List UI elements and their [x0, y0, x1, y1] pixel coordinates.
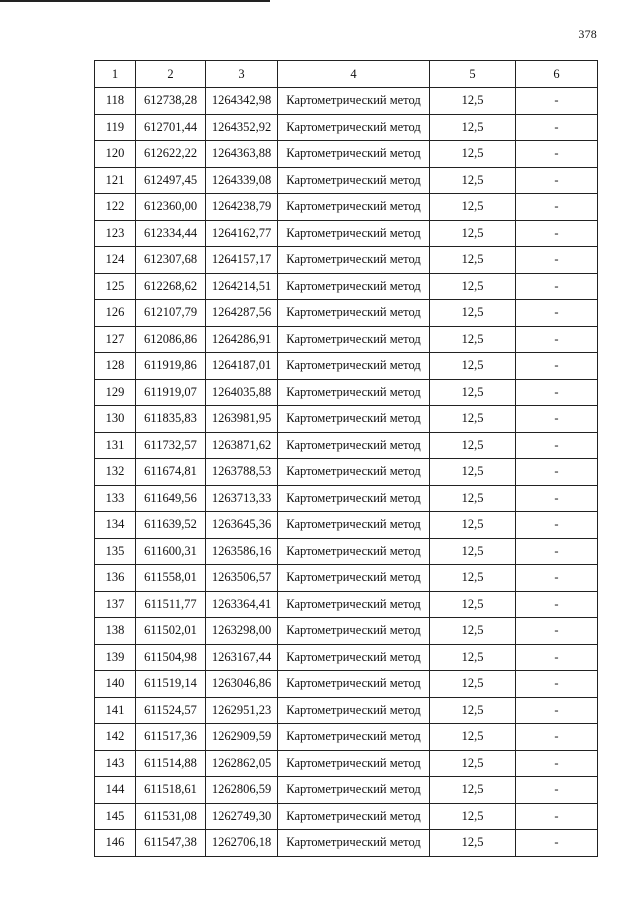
point-number-cell: 134 [95, 512, 136, 539]
table-row [95, 750, 598, 777]
point-number-cell: 142 [95, 724, 136, 751]
note-cell: - [516, 591, 598, 618]
method-cell: Картометрический метод [278, 830, 430, 857]
x-coordinate-cell: 611919,07 [136, 379, 206, 406]
table-row [95, 406, 598, 433]
x-coordinate-cell: 611674,81 [136, 459, 206, 486]
x-coordinate-cell: 612268,62 [136, 273, 206, 300]
note-cell: - [516, 618, 598, 645]
y-coordinate-cell: 1264339,08 [206, 167, 278, 194]
y-coordinate-cell: 1263645,36 [206, 512, 278, 539]
x-coordinate-cell: 612334,44 [136, 220, 206, 247]
method-cell: Картометрический метод [278, 167, 430, 194]
x-coordinate-cell: 611919,86 [136, 353, 206, 380]
accuracy-cell: 12,5 [430, 697, 516, 724]
point-number-cell: 136 [95, 565, 136, 592]
point-number-cell: 128 [95, 353, 136, 380]
note-cell: - [516, 512, 598, 539]
table-row [95, 697, 598, 724]
y-coordinate-cell: 1264157,17 [206, 247, 278, 274]
accuracy-cell: 12,5 [430, 671, 516, 698]
accuracy-cell: 12,5 [430, 167, 516, 194]
x-coordinate-cell: 612086,86 [136, 326, 206, 353]
accuracy-cell: 12,5 [430, 485, 516, 512]
y-coordinate-cell: 1264162,77 [206, 220, 278, 247]
accuracy-cell: 12,5 [430, 591, 516, 618]
y-coordinate-cell: 1263506,57 [206, 565, 278, 592]
x-coordinate-cell: 611504,98 [136, 644, 206, 671]
table-row [95, 300, 598, 327]
accuracy-cell: 12,5 [430, 220, 516, 247]
point-number-cell: 130 [95, 406, 136, 433]
note-cell: - [516, 803, 598, 830]
note-cell: - [516, 432, 598, 459]
x-coordinate-cell: 611531,08 [136, 803, 206, 830]
accuracy-cell: 12,5 [430, 618, 516, 645]
note-cell: - [516, 167, 598, 194]
accuracy-cell: 12,5 [430, 194, 516, 221]
table-header-row [95, 61, 598, 88]
note-cell: - [516, 644, 598, 671]
note-cell: - [516, 273, 598, 300]
note-cell: - [516, 724, 598, 751]
accuracy-cell: 12,5 [430, 803, 516, 830]
point-number-cell: 121 [95, 167, 136, 194]
y-coordinate-cell: 1263046,86 [206, 671, 278, 698]
table-row [95, 141, 598, 168]
x-coordinate-cell: 611514,88 [136, 750, 206, 777]
table-row [95, 273, 598, 300]
x-coordinate-cell: 611517,36 [136, 724, 206, 751]
point-number-cell: 139 [95, 644, 136, 671]
x-coordinate-cell: 611518,61 [136, 777, 206, 804]
point-number-cell: 132 [95, 459, 136, 486]
point-number-cell: 144 [95, 777, 136, 804]
method-cell: Картометрический метод [278, 353, 430, 380]
accuracy-cell: 12,5 [430, 326, 516, 353]
note-cell: - [516, 220, 598, 247]
accuracy-cell: 12,5 [430, 750, 516, 777]
table-row [95, 644, 598, 671]
accuracy-cell: 12,5 [430, 353, 516, 380]
y-coordinate-cell: 1263713,33 [206, 485, 278, 512]
table-row [95, 88, 598, 115]
note-cell: - [516, 326, 598, 353]
x-coordinate-cell: 611502,01 [136, 618, 206, 645]
table-row [95, 803, 598, 830]
accuracy-cell: 12,5 [430, 406, 516, 433]
table-row [95, 220, 598, 247]
method-cell: Картометрический метод [278, 565, 430, 592]
y-coordinate-cell: 1262862,05 [206, 750, 278, 777]
method-cell: Картометрический метод [278, 194, 430, 221]
note-cell: - [516, 353, 598, 380]
y-coordinate-cell: 1264352,92 [206, 114, 278, 141]
y-coordinate-cell: 1264286,91 [206, 326, 278, 353]
y-coordinate-cell: 1262951,23 [206, 697, 278, 724]
x-coordinate-cell: 612622,22 [136, 141, 206, 168]
point-number-cell: 125 [95, 273, 136, 300]
table-row [95, 485, 598, 512]
point-number-cell: 123 [95, 220, 136, 247]
x-coordinate-cell: 611649,56 [136, 485, 206, 512]
header-col-1: 1 [95, 61, 136, 88]
method-cell: Картометрический метод [278, 591, 430, 618]
method-cell: Картометрический метод [278, 379, 430, 406]
y-coordinate-cell: 1262706,18 [206, 830, 278, 857]
note-cell: - [516, 671, 598, 698]
note-cell: - [516, 459, 598, 486]
header-col-4: 4 [278, 61, 430, 88]
method-cell: Картометрический метод [278, 273, 430, 300]
method-cell: Картометрический метод [278, 697, 430, 724]
x-coordinate-cell: 611511,77 [136, 591, 206, 618]
point-number-cell: 145 [95, 803, 136, 830]
accuracy-cell: 12,5 [430, 379, 516, 406]
x-coordinate-cell: 611519,14 [136, 671, 206, 698]
method-cell: Картометрический метод [278, 485, 430, 512]
coordinates-table [94, 60, 598, 857]
y-coordinate-cell: 1264214,51 [206, 273, 278, 300]
top-rule [0, 0, 270, 2]
y-coordinate-cell: 1263871,62 [206, 432, 278, 459]
x-coordinate-cell: 611547,38 [136, 830, 206, 857]
y-coordinate-cell: 1264035,88 [206, 379, 278, 406]
table-row [95, 353, 598, 380]
x-coordinate-cell: 612360,00 [136, 194, 206, 221]
note-cell: - [516, 777, 598, 804]
y-coordinate-cell: 1262909,59 [206, 724, 278, 751]
table-row [95, 591, 598, 618]
point-number-cell: 126 [95, 300, 136, 327]
table-row [95, 777, 598, 804]
accuracy-cell: 12,5 [430, 830, 516, 857]
accuracy-cell: 12,5 [430, 300, 516, 327]
note-cell: - [516, 379, 598, 406]
point-number-cell: 140 [95, 671, 136, 698]
accuracy-cell: 12,5 [430, 114, 516, 141]
accuracy-cell: 12,5 [430, 512, 516, 539]
method-cell: Картометрический метод [278, 644, 430, 671]
table-row [95, 167, 598, 194]
method-cell: Картометрический метод [278, 724, 430, 751]
x-coordinate-cell: 611524,57 [136, 697, 206, 724]
y-coordinate-cell: 1264363,88 [206, 141, 278, 168]
method-cell: Картометрический метод [278, 247, 430, 274]
note-cell: - [516, 406, 598, 433]
note-cell: - [516, 300, 598, 327]
method-cell: Картометрический метод [278, 671, 430, 698]
accuracy-cell: 12,5 [430, 777, 516, 804]
point-number-cell: 143 [95, 750, 136, 777]
table-body [95, 88, 598, 857]
point-number-cell: 120 [95, 141, 136, 168]
x-coordinate-cell: 611835,83 [136, 406, 206, 433]
table-row [95, 618, 598, 645]
y-coordinate-cell: 1263167,44 [206, 644, 278, 671]
accuracy-cell: 12,5 [430, 644, 516, 671]
y-coordinate-cell: 1264187,01 [206, 353, 278, 380]
point-number-cell: 141 [95, 697, 136, 724]
method-cell: Картометрический метод [278, 538, 430, 565]
note-cell: - [516, 697, 598, 724]
method-cell: Картометрический метод [278, 326, 430, 353]
x-coordinate-cell: 612701,44 [136, 114, 206, 141]
table-row [95, 538, 598, 565]
point-number-cell: 129 [95, 379, 136, 406]
header-col-6: 6 [516, 61, 598, 88]
table-row [95, 671, 598, 698]
table-row [95, 724, 598, 751]
accuracy-cell: 12,5 [430, 273, 516, 300]
method-cell: Картометрический метод [278, 750, 430, 777]
accuracy-cell: 12,5 [430, 141, 516, 168]
table-row [95, 194, 598, 221]
note-cell: - [516, 141, 598, 168]
point-number-cell: 119 [95, 114, 136, 141]
header-col-5: 5 [430, 61, 516, 88]
note-cell: - [516, 114, 598, 141]
method-cell: Картометрический метод [278, 300, 430, 327]
table-row [95, 432, 598, 459]
note-cell: - [516, 750, 598, 777]
y-coordinate-cell: 1264238,79 [206, 194, 278, 221]
method-cell: Картометрический метод [278, 88, 430, 115]
note-cell: - [516, 830, 598, 857]
table-row [95, 459, 598, 486]
point-number-cell: 118 [95, 88, 136, 115]
table-row [95, 830, 598, 857]
page-number: 378 [578, 27, 597, 41]
x-coordinate-cell: 611558,01 [136, 565, 206, 592]
point-number-cell: 131 [95, 432, 136, 459]
table-row [95, 565, 598, 592]
x-coordinate-cell: 611639,52 [136, 512, 206, 539]
point-number-cell: 135 [95, 538, 136, 565]
method-cell: Картометрический метод [278, 618, 430, 645]
table-row [95, 379, 598, 406]
y-coordinate-cell: 1263364,41 [206, 591, 278, 618]
point-number-cell: 124 [95, 247, 136, 274]
x-coordinate-cell: 612307,68 [136, 247, 206, 274]
note-cell: - [516, 538, 598, 565]
x-coordinate-cell: 611732,57 [136, 432, 206, 459]
y-coordinate-cell: 1264287,56 [206, 300, 278, 327]
x-coordinate-cell: 612107,79 [136, 300, 206, 327]
point-number-cell: 133 [95, 485, 136, 512]
header-col-3: 3 [206, 61, 278, 88]
table-row [95, 512, 598, 539]
accuracy-cell: 12,5 [430, 724, 516, 751]
y-coordinate-cell: 1264342,98 [206, 88, 278, 115]
accuracy-cell: 12,5 [430, 432, 516, 459]
y-coordinate-cell: 1263981,95 [206, 406, 278, 433]
method-cell: Картометрический метод [278, 777, 430, 804]
point-number-cell: 137 [95, 591, 136, 618]
method-cell: Картометрический метод [278, 432, 430, 459]
accuracy-cell: 12,5 [430, 88, 516, 115]
method-cell: Картометрический метод [278, 512, 430, 539]
accuracy-cell: 12,5 [430, 459, 516, 486]
accuracy-cell: 12,5 [430, 565, 516, 592]
method-cell: Картометрический метод [278, 141, 430, 168]
note-cell: - [516, 194, 598, 221]
method-cell: Картометрический метод [278, 459, 430, 486]
point-number-cell: 138 [95, 618, 136, 645]
point-number-cell: 146 [95, 830, 136, 857]
table-row [95, 326, 598, 353]
table-row [95, 247, 598, 274]
x-coordinate-cell: 612738,28 [136, 88, 206, 115]
y-coordinate-cell: 1263586,16 [206, 538, 278, 565]
method-cell: Картометрический метод [278, 406, 430, 433]
note-cell: - [516, 247, 598, 274]
table-row [95, 114, 598, 141]
method-cell: Картометрический метод [278, 803, 430, 830]
y-coordinate-cell: 1262749,30 [206, 803, 278, 830]
method-cell: Картометрический метод [278, 220, 430, 247]
y-coordinate-cell: 1263788,53 [206, 459, 278, 486]
note-cell: - [516, 565, 598, 592]
x-coordinate-cell: 612497,45 [136, 167, 206, 194]
accuracy-cell: 12,5 [430, 247, 516, 274]
note-cell: - [516, 485, 598, 512]
method-cell: Картометрический метод [278, 114, 430, 141]
x-coordinate-cell: 611600,31 [136, 538, 206, 565]
accuracy-cell: 12,5 [430, 538, 516, 565]
header-col-2: 2 [136, 61, 206, 88]
point-number-cell: 127 [95, 326, 136, 353]
y-coordinate-cell: 1262806,59 [206, 777, 278, 804]
point-number-cell: 122 [95, 194, 136, 221]
y-coordinate-cell: 1263298,00 [206, 618, 278, 645]
note-cell: - [516, 88, 598, 115]
